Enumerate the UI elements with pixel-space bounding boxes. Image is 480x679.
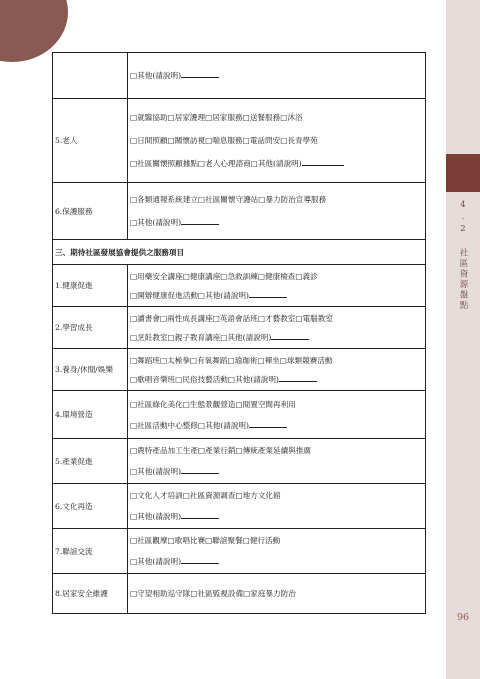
table-row (53, 574, 426, 614)
option-line[interactable]: □舞蹈班□太極拳□有氧舞蹈□瑜珈術□禪坐□球類競賽活動 (130, 355, 333, 365)
table-row (53, 53, 426, 99)
table-row (53, 484, 426, 529)
option-line[interactable]: □社區關懷照顧據點□老人心理諮商□其他(請說明) (130, 158, 423, 169)
row-label: 8.居家安全維護 (53, 574, 128, 614)
table-row (53, 529, 426, 574)
row-label: 6.文化再造 (53, 484, 128, 529)
page-number: 96 (456, 612, 470, 623)
row-label: 3.養身/休閒/娛樂 (53, 349, 128, 391)
option-line[interactable]: □其他(請說明) (130, 556, 423, 567)
option-line[interactable]: □其他(請說明) (130, 466, 423, 477)
option-line[interactable]: □各類通報系統建立□社區關懷守護站□暴力防治宣導服務 (130, 195, 327, 204)
chapter-label: 4.2 社區資源盤點 (458, 200, 468, 311)
row-options (128, 574, 426, 614)
option-line[interactable]: □社區觀摩□歌唱比賽□聯誼聚餐□健行活動 (130, 536, 281, 545)
option-line[interactable]: □其他(請說明) (130, 511, 423, 522)
option-line[interactable]: □農特產品加工生產□產業行銷□傳統產業延續與推廣 (130, 446, 311, 455)
fill-in-blank[interactable] (181, 70, 219, 78)
row-label: 7.聯誼交流 (53, 529, 128, 574)
row-label: 5.老人 (53, 99, 128, 183)
fill-in-blank[interactable] (249, 420, 287, 428)
chapter-tab-marker (446, 154, 480, 192)
fill-in-blank[interactable] (279, 374, 317, 382)
section-header-row (53, 240, 426, 265)
row-label: 5.產業促進 (53, 439, 128, 484)
row-label: 6.保護服務 (53, 183, 128, 240)
option-line[interactable]: □歌唱音樂班□民俗技藝活動□其他(請說明) (130, 374, 423, 385)
option-line[interactable]: □其他(請說明) (130, 217, 423, 228)
row-label: 1.健康促進 (53, 265, 128, 307)
table-row (53, 265, 426, 307)
option-line[interactable]: □日間照顧□關懷訪視□喘息服務□電話問安□長青學苑 (130, 136, 318, 145)
row-options (128, 307, 426, 349)
table-row (53, 349, 426, 391)
row-label: 4.環境營造 (53, 391, 128, 439)
fill-in-blank[interactable] (181, 511, 219, 519)
row-options (128, 391, 426, 439)
table-row (53, 183, 426, 240)
row-options (128, 183, 426, 240)
option-line[interactable]: □社區活動中心整修□其他(請說明) (130, 420, 423, 431)
row-options (128, 53, 426, 99)
option-line[interactable]: □社區綠化美化□生態景觀營造□閒置空間再利用 (130, 399, 296, 409)
row-options (128, 349, 426, 391)
row-options (128, 529, 426, 574)
row-options (128, 265, 426, 307)
fill-in-blank[interactable] (181, 217, 219, 225)
row-label (53, 53, 128, 99)
fill-in-blank[interactable] (249, 290, 287, 298)
option-line[interactable]: □就醫協助□居家護理□居家服務□送餐服務□沐浴 (130, 113, 303, 122)
row-label: 2.學習成長 (53, 307, 128, 349)
fill-in-blank[interactable] (271, 332, 309, 340)
table-row (53, 307, 426, 349)
fill-in-blank[interactable] (302, 158, 344, 166)
table-row (53, 391, 426, 439)
row-options (128, 439, 426, 484)
option-line[interactable]: □開辦健康促進活動□其他(請說明) (130, 290, 423, 301)
row-options (128, 99, 426, 183)
option-line[interactable]: □守望相助巡守隊□社區監視設備□家庭暴力防治 (130, 589, 296, 598)
fill-in-blank[interactable] (181, 556, 219, 564)
fill-in-blank[interactable] (181, 466, 219, 474)
option-line: □其他(請說明) (130, 70, 423, 81)
row-options (128, 484, 426, 529)
service-items-table (52, 52, 426, 614)
option-line[interactable]: □烹飪教室□親子教育講座□其他(請說明) (130, 332, 423, 343)
table-row (53, 99, 426, 183)
side-strip (446, 0, 480, 679)
option-line[interactable]: □文化人才培訓□社區資源調查□地方文化館 (130, 491, 281, 500)
option-line[interactable]: □用藥安全講座□健康講座□急救訓練□健康檢查□義診 (130, 271, 318, 281)
table-row (53, 439, 426, 484)
section-title: 三、期待社區發展協會提供之服務項目 (53, 240, 426, 265)
option-line[interactable]: □讀書會□兩性成長講座□英語會話班□才藝教室□電腦教室 (130, 313, 333, 323)
